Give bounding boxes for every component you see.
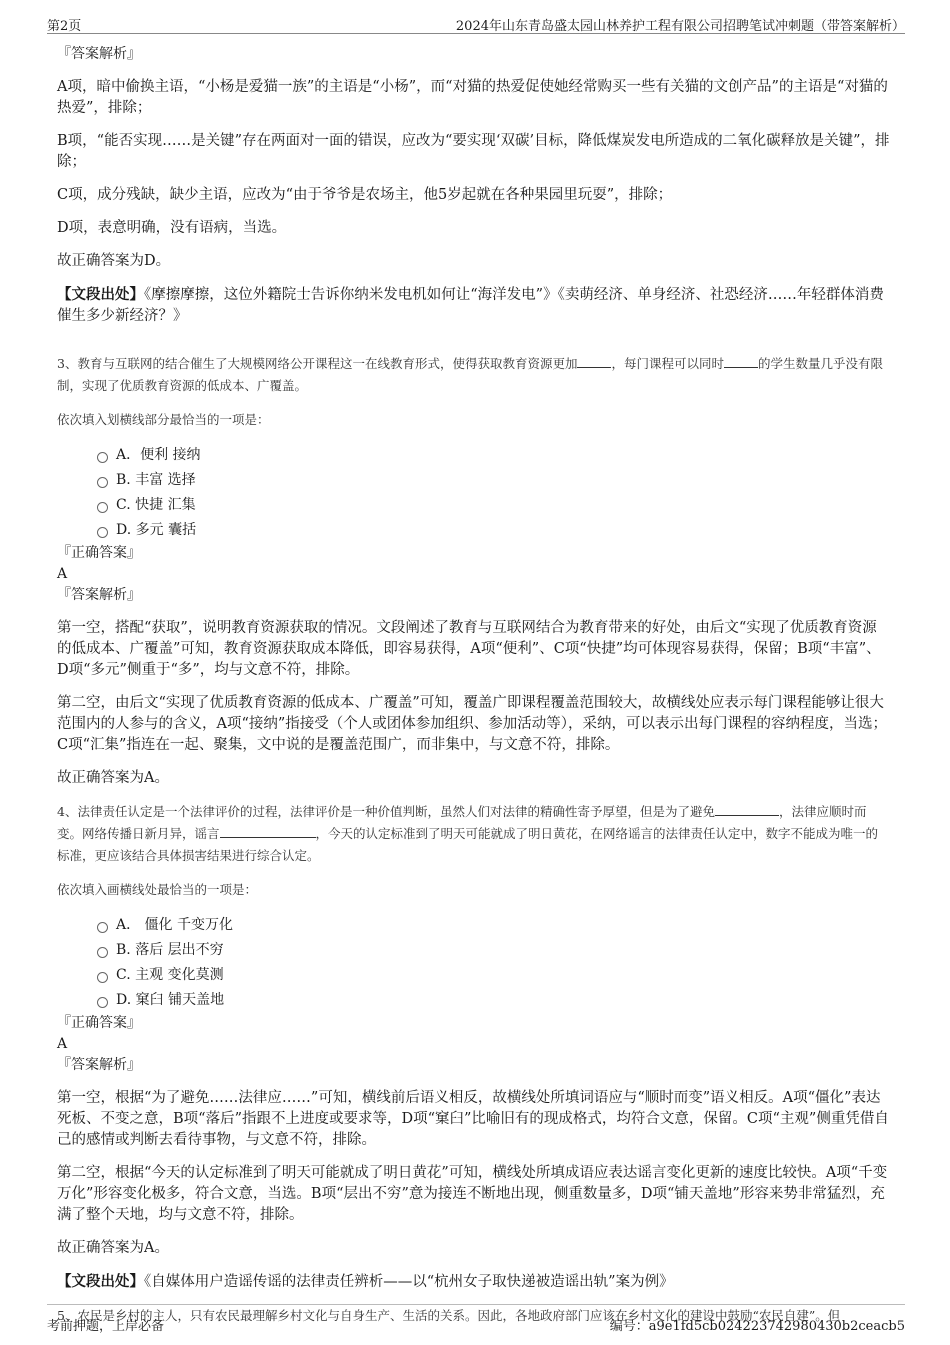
q3-option-b[interactable]: B. 丰富 选择 [97, 468, 890, 493]
q3-conclusion: 故正确答案为A。 [57, 770, 169, 786]
radio-icon[interactable] [97, 527, 108, 538]
analysis-a: A项，暗中偷换主语，“小杨是爱猫一族”的主语是“小杨”，而“对猫的热爱促使她经常购买一些有关猫的文创产品”的主语是“对猫的热爱”，排除； [57, 79, 888, 116]
source-paragraph [57, 284, 890, 327]
radio-icon[interactable] [97, 972, 108, 983]
source-text: 《摩擦摩擦，这位外籍院士告诉你纳米发电机如何让“海洋发电”》《卖萌经济、单身经济、社恐经济……年轻群体消费催生多少新经济？》 [57, 287, 884, 324]
source-paragraph [57, 1271, 890, 1293]
correct-answer: A [57, 1036, 68, 1052]
source-text: 《自媒体用户造谣传谣的法律责任辨析——以“杭州女子取快递被造谣出轨”案为例》 [144, 1274, 674, 1290]
page-header [47, 13, 905, 34]
question-4-stem: 4、法律责任认定是一个法律评价的过程，法律评价是一种价值判断，虽然人们对法律的精确性寄予厚望，但是为了避免 ，法律应顺时而变。网络传播日新月异，谣言 ，今天的认定标准到了明天可能就成了明日黄花，在网络谣言的法律责任认定中，数字不能成为唯一的标准，更应该结合具体损害结果进行综合认定。 [57, 804, 879, 863]
q4-conclusion: 故正确答案为A。 [57, 1240, 169, 1256]
q4-option-d[interactable]: D. 窠臼 铺天盖地 [97, 988, 890, 1013]
analysis-label: 『答案解析』 [57, 1057, 141, 1073]
analysis-label: 『答案解析』 [57, 46, 141, 62]
q4-option-a[interactable]: A． 僵化 千变万化 [97, 913, 890, 938]
correct-answer-label: 『正确答案』 [57, 1015, 141, 1031]
radio-icon[interactable] [97, 947, 108, 958]
footer-slogan: 考前押题，上岸必备 [47, 1319, 165, 1334]
document-id: 编号：a9e1fd5cb024223742980430b2ceacb5 [609, 1319, 905, 1334]
q3-option-a[interactable]: A．便利 接纳 [97, 443, 890, 468]
question-3-prompt: 依次填入划横线部分最恰当的一项是： [57, 412, 270, 427]
page-footer [47, 1304, 905, 1335]
conclusion: 故正确答案为D。 [57, 253, 171, 269]
radio-icon[interactable] [97, 922, 108, 933]
q3-option-c[interactable]: C. 快捷 汇集 [97, 493, 890, 518]
correct-answer: A [57, 566, 68, 582]
source-label: 【文段出处】 [57, 286, 144, 303]
question-5-stem: 5、农民是乡村的主人，只有农民最理解乡村文化与自身生产、生活的关系。因此，各地政府部门应该在乡村文化的建设中鼓励“农民自建”。但 [57, 1308, 841, 1323]
correct-answer-label: 『正确答案』 [57, 545, 141, 561]
q4-analysis-2: 第二空，根据“今天的认定标准到了明天可能就成了明日黄花”可知，横线处所填成语应表达谣言变化更新的速度比较快。A项“千变万化”形容变化极多，符合文意，当选。B项“层出不穷”意为接连不断地出现，侧重数量多，D项“铺天盖地”形容来势非常猛烈，充满了整个天地，均与文意不符，排除。 [57, 1165, 888, 1223]
radio-icon[interactable] [97, 477, 108, 488]
radio-icon[interactable] [97, 997, 108, 1008]
analysis-c: C项，成分残缺，缺少主语，应改为“由于爷爷是农场主，他5岁起就在各种果园里玩耍”，排除； [57, 187, 673, 203]
analysis-b: B项，“能否实现……是关键”存在两面对一面的错误，应改为“要实现‘双碳’目标，降低煤炭发电所造成的二氧化碳释放是关键”，排除； [57, 133, 890, 170]
document-body [57, 44, 890, 1323]
analysis-label: 『答案解析』 [57, 587, 141, 603]
document-title: 2024年山东青岛盛太园山林养护工程有限公司招聘笔试冲刺题（带答案解析） [455, 19, 905, 34]
radio-icon[interactable] [97, 452, 108, 463]
radio-icon[interactable] [97, 502, 108, 513]
q3-option-d[interactable]: D. 多元 囊括 [97, 518, 890, 543]
source-label: 【文段出处】 [57, 1273, 144, 1290]
analysis-d: D项，表意明确，没有语病，当选。 [57, 220, 287, 236]
q3-analysis-2: 第二空，由后文“实现了优质教育资源的低成本、广覆盖”可知，覆盖广即课程覆盖范围较大，故横线处应表示每门课程能够让很大范围内的人参与的含义，A项“接纳”指接受（个人或团体参加组织、参加活动等），采纳，可以表示出每门课程的容纳程度，当选；C项“汇集”指连在一起、聚集，文中说的是覆盖范围广，而非集中，与文意不符，排除。 [57, 695, 888, 753]
q4-analysis-1: 第一空，根据“为了避免……法律应……”可知，横线前后语义相反，故横线处所填词语应与“顺时而变”语义相反。A项“僵化”表达死板、不变之意，B项“落后”指跟不上进度或要求等，D项“窠臼”比喻旧有的现成格式，均符合文意，保留。C项“主观”侧重凭借自己的感情或判断去看待事物，与文意不符，排除。 [57, 1090, 889, 1148]
question-4-prompt: 依次填入画横线处最恰当的一项是： [57, 882, 258, 897]
q4-option-b[interactable]: B. 落后 层出不穷 [97, 938, 890, 963]
page-number: 第2页 [47, 19, 82, 34]
q3-analysis-1: 第一空，搭配“获取”，说明教育资源获取的情况。文段阐述了教育与互联网结合为教育带来的好处，由后文“实现了优质教育资源的低成本、广覆盖”可知，教育资源获取成本降低，即容易获得，A项“便利”、C项“快捷”均可体现容易获得，保留；B项“丰富”、D项“多元”侧重于“多”，均与文意不符，排除。 [57, 620, 881, 678]
q4-option-c[interactable]: C. 主观 变化莫测 [97, 963, 890, 988]
question-3-stem: 3、教育与互联网的结合催生了大规模网络公开课程这一在线教育形式，使得获取教育资源更加 ，每门课程可以同时 的学生数量几乎没有限制，实现了优质教育资源的低成本、广覆盖。 [57, 356, 883, 393]
